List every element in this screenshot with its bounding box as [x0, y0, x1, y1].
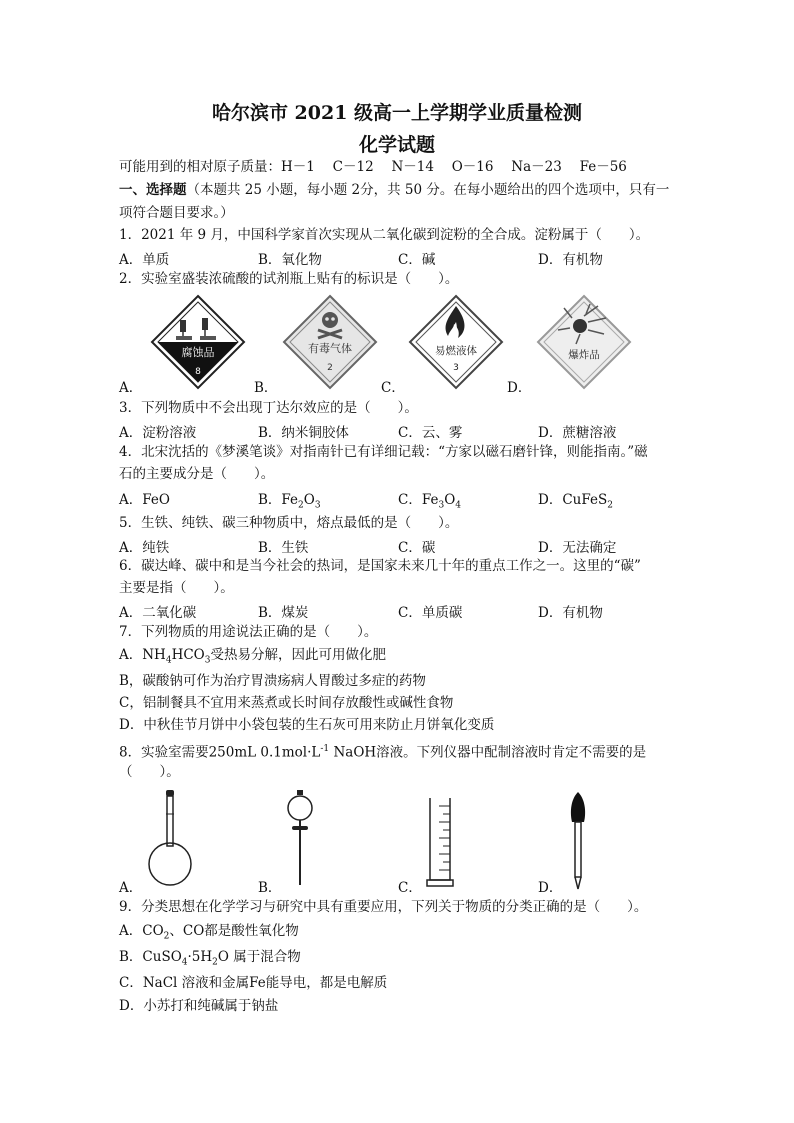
q9-option-a: A．$CO_2$、CO都是酸性氧化物	[119, 923, 299, 942]
q7-option-b: B，碳酸钠可作为治疗胃溃疡病人胃酸过多症的药物	[119, 673, 426, 689]
q4-option-a: A．FeO	[119, 492, 170, 508]
q4-stem-cont: 石的主要成分是（ ）。	[119, 466, 275, 482]
q7-option-d: D．中秋佳节月饼中小袋包装的生石灰可用来防止月饼氧化变质	[119, 717, 495, 733]
atomic-masses: 可能用到的相对原子质量：H－1 C－12 N－14 O－16 Na－23 Fe－56	[119, 159, 627, 175]
q5-option-d: D．无法确定	[538, 540, 617, 556]
q6-option-b: B．煤炭	[258, 605, 309, 621]
corrosive-sign-text: 腐蚀品	[181, 346, 215, 359]
q1-stem: 1．2021 年 9 月，中国科学家首次实现从二氧化碳到淀粉的全合成。淀粉属于（ ）。	[119, 227, 650, 243]
flammable-liquid-sign-number: 3	[453, 363, 459, 373]
flammable-liquid-sign-icon	[408, 294, 504, 390]
q8-option-d: D．	[538, 880, 563, 896]
section-note: （本题共 25 小题，每小题 2分，共 50 分。在每小题给出的四个选项中，只有一	[186, 182, 670, 198]
q4-stem: 4．北宋沈括的《梦溪笔谈》对指南针已有详细记载：“方家以磁石磨针锋，则能指南。”磁	[119, 444, 648, 460]
q7-stem: 7．下列物质的用途说法正确的是（ ）。	[119, 624, 378, 640]
section-note-cont: 项符合题目要求。）	[119, 205, 234, 221]
q4-option-b: B．$Fe_2O_3$	[258, 492, 321, 511]
q6-stem: 6．碳达峰、碳中和是当今社会的热词，是国家未来几十年的重点工作之一。这里的“碳”	[119, 558, 641, 574]
toxic-gas-sign-icon	[282, 294, 378, 390]
section-intro	[119, 181, 669, 199]
q8-option-c: C．	[398, 880, 422, 896]
q1-option-d: D．有机物	[538, 252, 603, 268]
volumetric-flask-icon	[140, 790, 200, 890]
graduated-cylinder-icon	[425, 796, 455, 888]
q7-option-c: C，铝制餐具不宜用来蒸煮或长时间存放酸性或碱性食物	[119, 695, 454, 711]
q8-stem: 8．实验室需要250mL $0.1mol\cdot L^{-1}$ NaOH溶液。下列仪器中配制溶液时肯定不需要的是	[119, 744, 647, 761]
section-heading: 一、选择题	[119, 182, 187, 198]
q6-option-a: A．二氧化碳	[119, 605, 197, 621]
q3-stem: 3．下列物质中不会出现丁达尔效应的是（ ）。	[119, 400, 418, 416]
q1-option-c: C．碱	[398, 252, 436, 268]
q1-option-b: B．氧化物	[258, 252, 322, 268]
q6-option-c: C．单质碳	[398, 605, 463, 621]
toxic-gas-sign-text: 有毒气体	[308, 342, 352, 355]
q2-option-c: C．	[381, 380, 405, 396]
corrosive-sign-icon	[150, 294, 246, 390]
toxic-gas-sign-number: 2	[327, 363, 333, 373]
q3-option-b: B．纳米铜胶体	[258, 425, 349, 441]
q7-option-a: A．$NH_4HCO_3$受热易分解，因此可用做化肥	[119, 647, 386, 666]
q8-option-b: B．	[258, 880, 282, 896]
q5-option-c: C．碳	[398, 540, 436, 556]
q1-option-a: A．单质	[119, 252, 170, 268]
q2-option-a: A．	[119, 380, 143, 396]
q9-stem: 9．分类思想在化学学习与研究中具有重要应用，下列关于物质的分类正确的是（ ）。	[119, 899, 648, 915]
subject-title: 化学试题	[358, 134, 435, 156]
q8-stem-cont: （ ）。	[119, 764, 180, 780]
q2-option-b: B．	[254, 380, 278, 396]
q8-option-a: A．	[119, 880, 143, 896]
explosive-sign-text: 爆炸品	[568, 349, 600, 361]
separatory-funnel-icon	[280, 790, 320, 890]
q3-option-d: D．蔗糖溶液	[538, 425, 617, 441]
q9-option-b: B．$CuSO_4\cdot 5H_2O$ 属于混合物	[119, 949, 301, 968]
q5-option-b: B．生铁	[258, 540, 309, 556]
q4-option-c: C．$Fe_3O_4$	[398, 492, 461, 511]
q3-option-c: C．云、雾	[398, 425, 463, 441]
q6-option-d: D．有机物	[538, 605, 603, 621]
q4-option-d: D．CuFeS$_2$	[538, 492, 613, 511]
dropper-icon	[566, 792, 590, 890]
explosive-sign-icon	[536, 294, 632, 390]
q5-option-a: A．纯铁	[119, 540, 170, 556]
exam-title: 哈尔滨市 2021 级高一上学期学业质量检测	[211, 102, 583, 124]
q2-option-d: D．	[507, 380, 532, 396]
corrosive-sign-number: 8	[195, 367, 201, 377]
q5-stem: 5．生铁、纯铁、碳三种物质中，熔点最低的是（ ）。	[119, 515, 459, 531]
q6-stem-cont: 主要是指（ ）。	[119, 580, 234, 596]
q2-stem: 2．实验室盛装浓硫酸的试剂瓶上贴有的标识是（ ）。	[119, 271, 459, 287]
q9-option-c: C．NaCl 溶液和金属Fe能导电，都是电解质	[119, 975, 388, 991]
q9-option-d: D．小苏打和纯碱属于钠盐	[119, 998, 279, 1014]
q3-option-a: A．淀粉溶液	[119, 425, 197, 441]
flammable-liquid-sign-text: 易燃液体	[435, 345, 477, 357]
